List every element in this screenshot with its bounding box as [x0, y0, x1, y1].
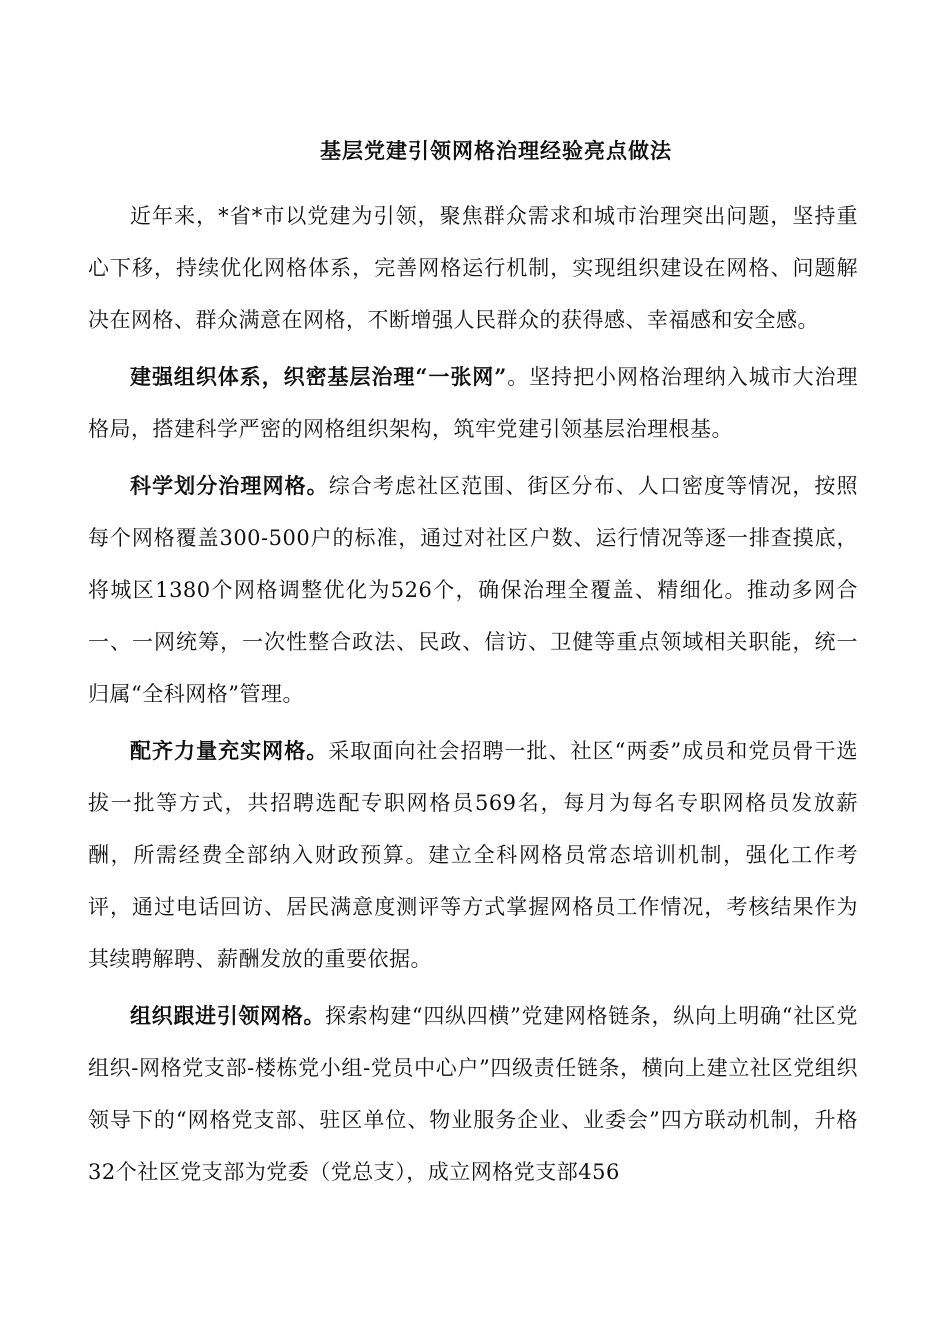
paragraph-lead: 组织跟进引领网格。 — [130, 1003, 326, 1028]
paragraph-lead: 科学划分治理网格。 — [130, 473, 329, 498]
paragraph-grid-division — [88, 460, 858, 720]
paragraph-text: 近年来，*省*市以党建为引领，聚焦群众需求和城市治理突出问题，坚持重心下移，持续优化网格体系，完善网格运行机制，实现组织建设在网格、问题解决在网格、群众满意在网格，不断增强人民群众的获得感、幸福感和安全感。 — [88, 204, 858, 332]
paragraph-text: 采取面向社会招聘一批、社区“两委”成员和党员骨干选拔一批等方式，共招聘选配专职网格员569名，每月为每名专职网格员发放薪酬，所需经费全部纳入财政预算。建立全科网格员常态培训机制，强化工作考评，通过电话回访、居民满意度测评等方式掌握网格员工作情况，考核结果作为其续聘解聘、薪酬发放的重要依据。 — [88, 739, 858, 971]
paragraph-lead: 配齐力量充实网格。 — [130, 738, 329, 763]
paragraph-text: 综合考虑社区范围、街区分布、人口密度等情况，按照每个网格覆盖300-500户的标准，通过对社区户数、运行情况等逐一排查摸底，将城区1380个网格调整优化为526个，确保治理全覆盖、精细化。推动多网合一、一网统筹，一次性整合政法、民政、信访、卫健等重点领域相关职能，统一归属“全科网格”管理。 — [88, 474, 858, 706]
paragraph-intro — [88, 190, 858, 346]
paragraph-lead: 建强组织体系，织密基层治理“一张网” — [130, 364, 507, 389]
document-title: 基层党建引领网格治理经验亮点做法 — [320, 138, 672, 163]
paragraph-text: 探索构建“四纵四横”党建网格链条，纵向上明确“社区党组织-网格党支部-楼栋党小组-党员中心户”四级责任链条，横向上建立社区党组织领导下的“网格党支部、驻区单位、物业服务企业、业委会”四方联动机制，升格32个社区党支部为党委（党总支），成立网格党支部456 — [88, 1004, 858, 1184]
paragraph-grid-staffing — [88, 725, 858, 985]
paragraph-grid-leadership — [88, 990, 858, 1198]
document-body — [88, 190, 858, 1203]
paragraph-organization-system — [88, 351, 858, 455]
paragraph-text: 。坚持把小网格治理纳入城市大治理格局，搭建科学严密的网格组织架构，筑牢党建引领基层治理根基。 — [88, 365, 858, 441]
